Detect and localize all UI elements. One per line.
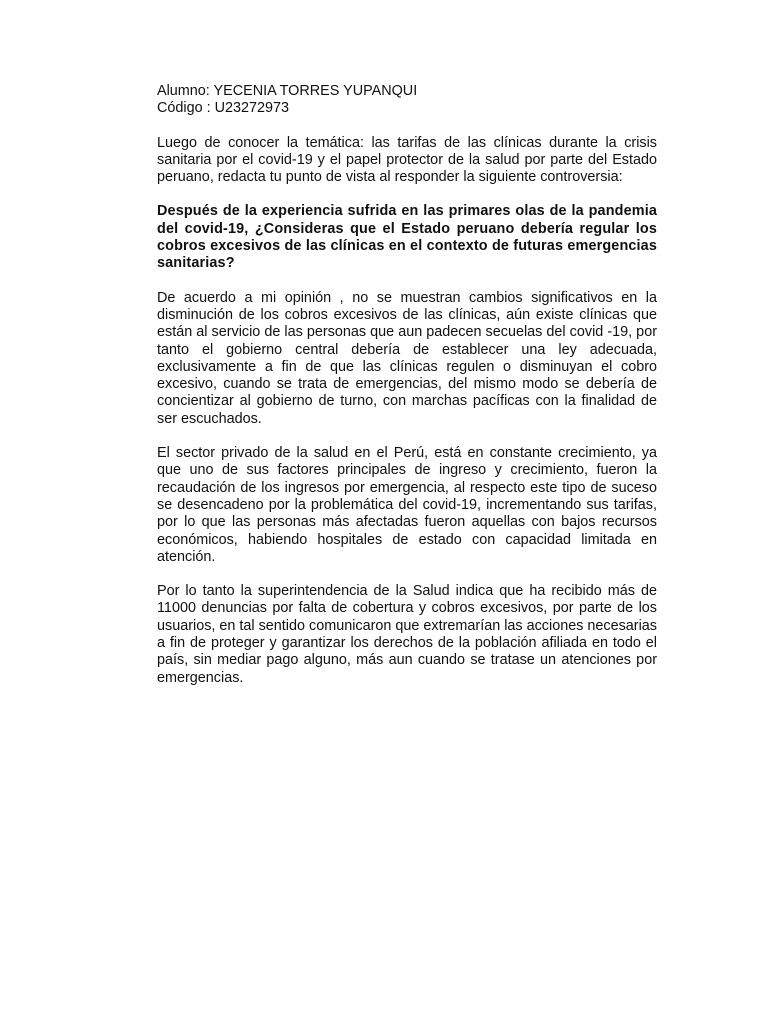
spacer xyxy=(157,566,657,583)
intro-paragraph: Luego de conocer la temática: las tarifas de las clínicas durante la crisis sanitaria por el covid-19 y el papel protector de la salud por parte del Estado peruano, redacta tu punto de vista al responder la siguiente controversia: xyxy=(157,134,657,186)
body-paragraph-3: Por lo tanto la superintendencia de la Salud indica que ha recibido más de 11000 denuncias por falta de cobertura y cobros excesivos, por parte de los usuarios, en tal sentido comunicaron que extremarían las acciones necesarias a fin de proteger y garantizar los derechos de la población afiliada en todo el país, sin mediar pago alguno, más aun cuando se tratase un atenciones por emergencias. xyxy=(157,583,657,686)
spacer xyxy=(157,118,657,135)
body-paragraph-2: El sector privado de la salud en el Perú, está en constante crecimiento, ya que uno de sus factores principales de ingreso y crecimiento, fueron la recaudación de los ingresos por emergencia, al respecto este tipo de suceso se desencadeno por la problemática del covid-19, incrementando sus tarifas, por lo que las personas más afectadas fueron aquellas con bajos recursos económicos, habiendo hospitales de estado con capacidad limitada en atención. xyxy=(157,445,657,565)
document-body xyxy=(157,83,657,687)
student-code: Código : U23272973 xyxy=(157,100,290,117)
spacer xyxy=(157,186,657,203)
question-paragraph: Después de la experiencia sufrida en las primares olas de la pandemia del covid-19, ¿Consideras que el Estado peruano debería regular los cobros excesivos de las clínicas en el contexto de futuras emergencias sanitarias? xyxy=(157,203,657,272)
spacer xyxy=(157,428,657,445)
spacer xyxy=(157,273,657,290)
student-name: Alumno: YECENIA TORRES YUPANQUI xyxy=(157,83,418,99)
body-paragraph-1: De acuerdo a mi opinión , no se muestran cambios significativos en la disminución de los cobros excesivos de las clínicas, aún existe clínicas que están al servicio de las personas que aun padecen secuelas del covid -19, por tanto el gobierno central debería de establecer una ley adecuada, exclusivamente a fin de que las clínicas regulen o disminuyan el cobro excesivo, cuando se trata de emergencias, del mismo modo se debería de concientizar al gobierno de turno, con marchas pacíficas con la finalidad de ser escuchados. xyxy=(157,289,657,427)
